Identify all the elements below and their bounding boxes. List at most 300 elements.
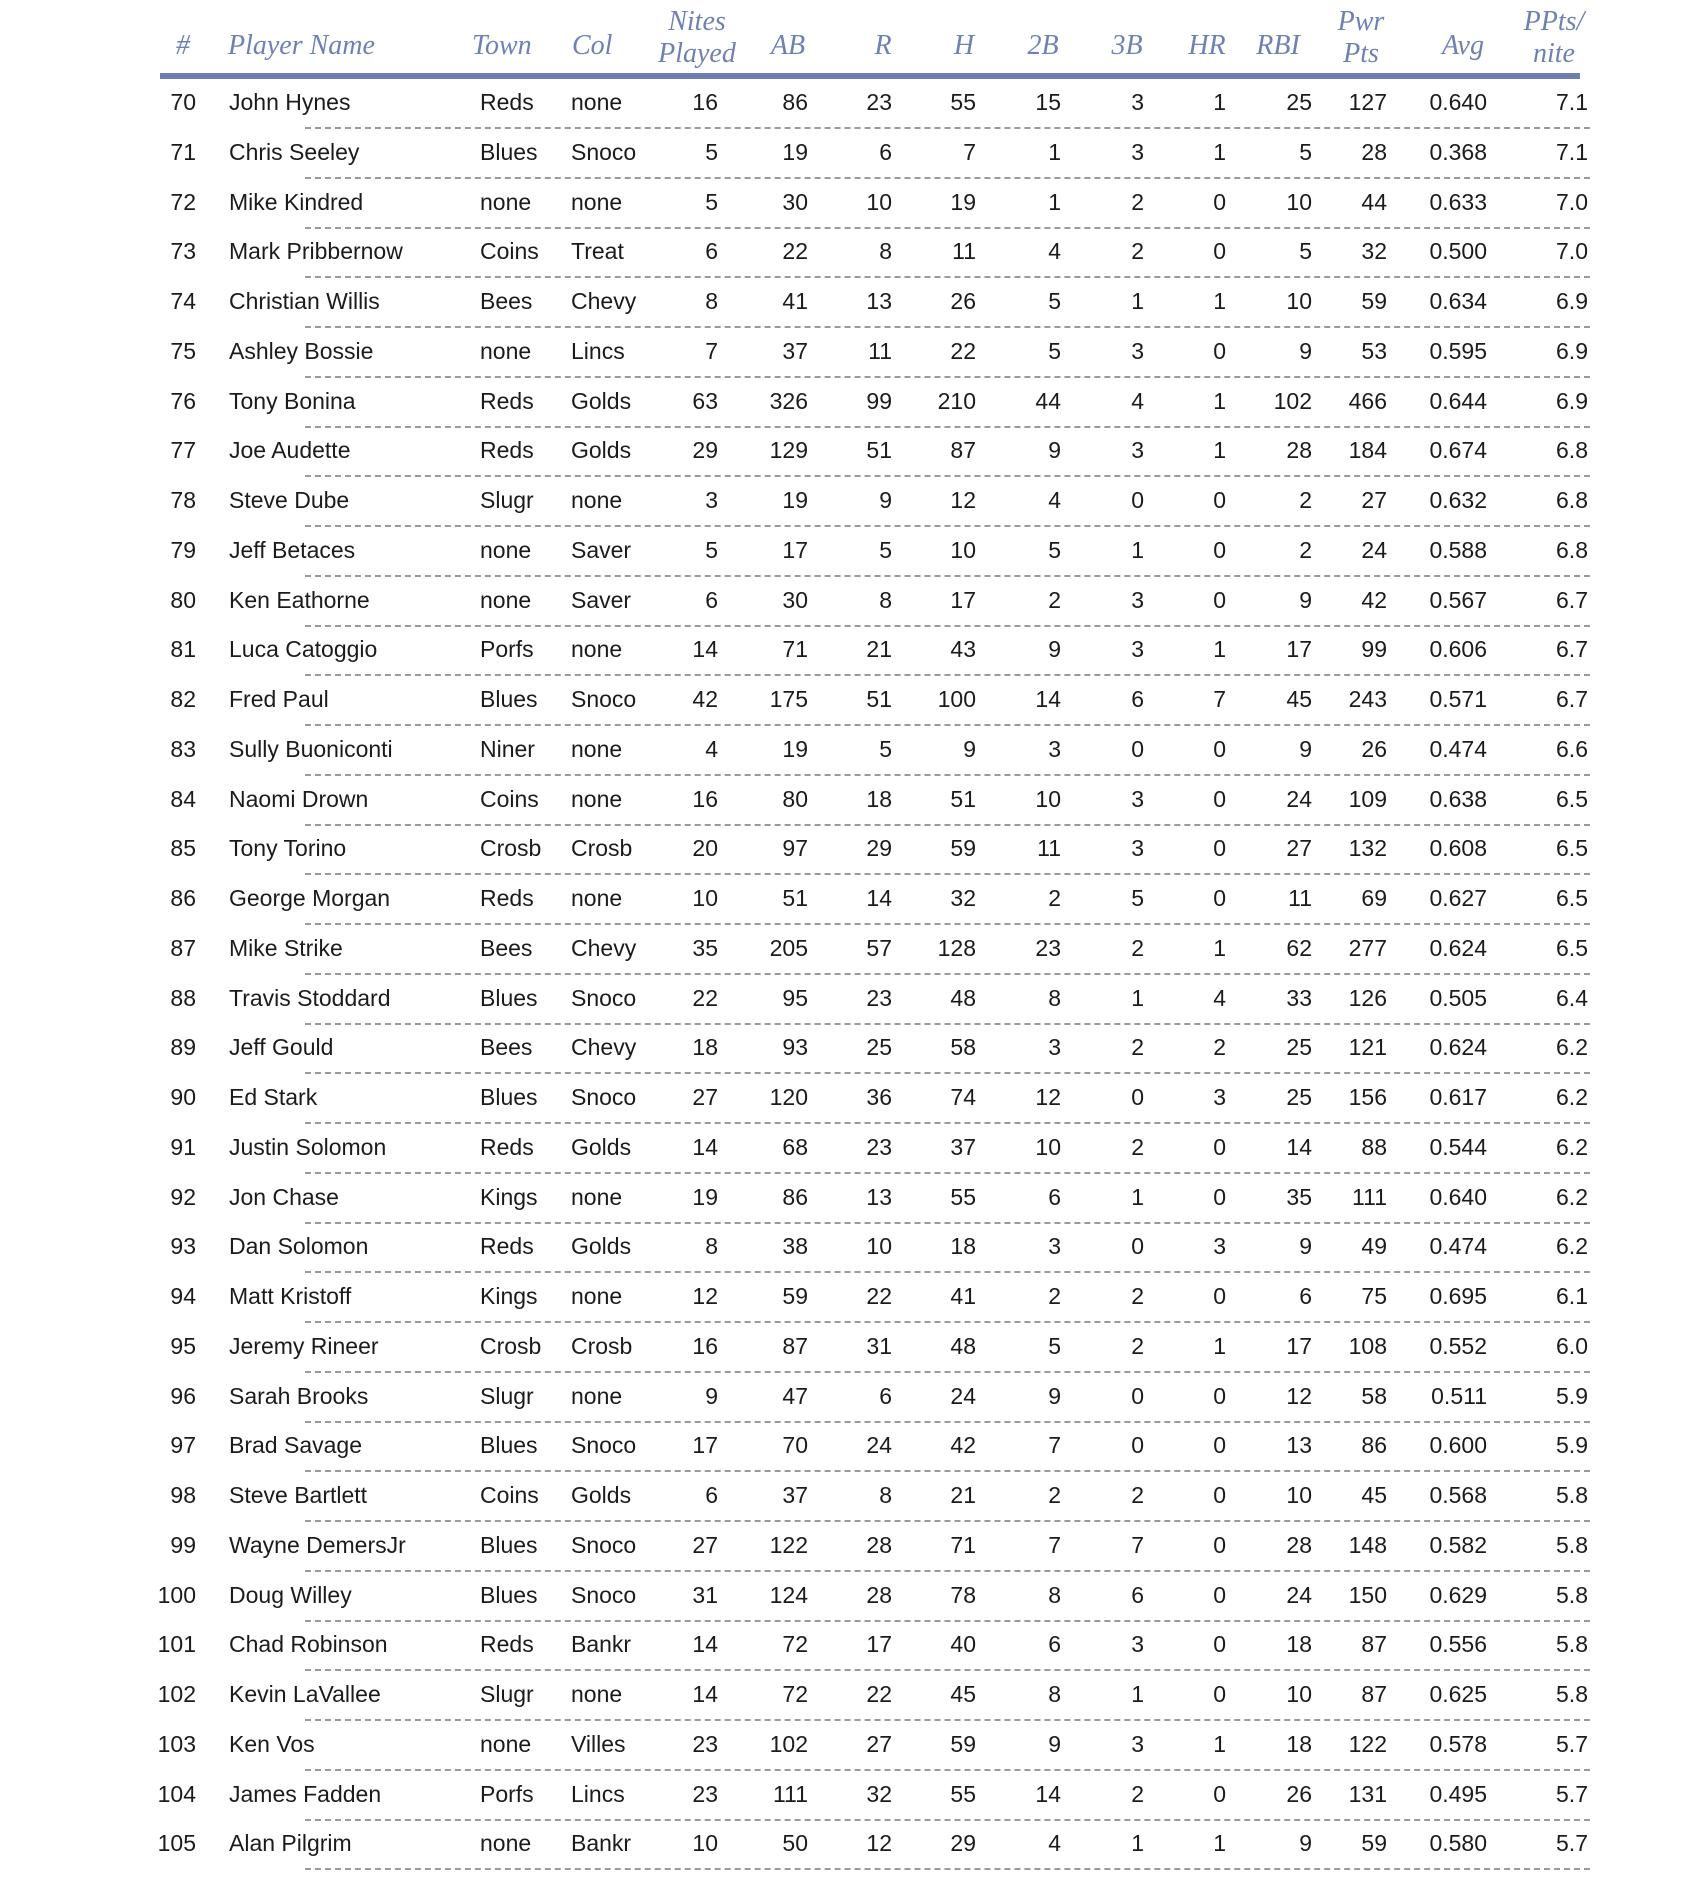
cell-r: 14 <box>866 885 892 911</box>
header-r: R <box>874 30 892 61</box>
cell-r: 17 <box>866 1631 892 1658</box>
cell-r: 8 <box>879 1482 892 1508</box>
cell-hr: 0 <box>1213 1631 1226 1658</box>
cell-3b: 1 <box>1131 1681 1144 1707</box>
cell-hr: 0 <box>1213 1482 1226 1508</box>
cell-col: Golds <box>571 1233 632 1260</box>
cell-avg: 0.695 <box>1429 1283 1487 1309</box>
cell-col: Crosb <box>571 835 633 862</box>
cell-r: 10 <box>866 1233 892 1260</box>
cell-hr: 1 <box>1213 288 1226 314</box>
cell-ppts: 6.9 <box>1556 387 1588 414</box>
cell-3b: 1 <box>1131 984 1144 1011</box>
cell-col: Snoco <box>571 686 637 712</box>
cell-ab: 37 <box>782 337 808 364</box>
cell-pwr: 69 <box>1361 885 1387 911</box>
cell-ab: 30 <box>782 188 808 215</box>
cell-avg: 0.640 <box>1429 89 1487 115</box>
cell-rbi: 6 <box>1299 1283 1312 1309</box>
cell-town: Reds <box>480 1233 534 1260</box>
cell-num: 97 <box>170 1432 196 1459</box>
cell-pwr: 126 <box>1348 984 1387 1011</box>
cell-avg: 0.552 <box>1429 1332 1487 1359</box>
row-divider <box>305 1570 1590 1572</box>
row-divider <box>305 724 1590 726</box>
cell-3b: 3 <box>1131 835 1144 862</box>
cell-col: Snoco <box>571 1581 637 1608</box>
row-divider <box>305 426 1590 428</box>
cell-rbi: 27 <box>1286 835 1312 862</box>
cell-nites: 16 <box>692 785 718 812</box>
cell-3b: 2 <box>1131 1283 1144 1309</box>
cell-col: none <box>571 636 623 663</box>
cell-ppts: 6.2 <box>1556 1084 1588 1110</box>
cell-num: 70 <box>170 89 196 115</box>
cell-nites: 5 <box>705 188 718 215</box>
row-divider <box>305 475 1590 477</box>
cell-ab: 50 <box>782 1830 808 1857</box>
cell-town: Bees <box>480 1034 533 1061</box>
cell-ppts: 5.8 <box>1556 1631 1588 1658</box>
cell-nites: 3 <box>705 487 718 513</box>
cell-3b: 2 <box>1131 238 1144 265</box>
cell-h: 59 <box>950 835 976 862</box>
cell-avg: 0.640 <box>1429 1183 1487 1210</box>
cell-name: Naomi Drown <box>229 785 369 812</box>
cell-ab: 87 <box>782 1332 808 1359</box>
cell-pwr: 24 <box>1361 536 1387 563</box>
table-row <box>0 1325 1700 1375</box>
cell-pwr: 87 <box>1361 1681 1387 1707</box>
cell-hr: 1 <box>1213 636 1226 663</box>
cell-nites: 16 <box>692 89 718 115</box>
cell-nites: 14 <box>692 1133 718 1160</box>
cell-nites: 6 <box>705 1482 718 1508</box>
cell-2b: 5 <box>1048 337 1061 364</box>
cell-town: Reds <box>480 437 534 464</box>
cell-3b: 3 <box>1131 586 1144 613</box>
cell-num: 87 <box>170 934 196 961</box>
cell-2b: 2 <box>1048 586 1061 613</box>
cell-hr: 2 <box>1213 1034 1226 1061</box>
cell-2b: 9 <box>1048 1382 1061 1409</box>
cell-avg: 0.595 <box>1429 337 1487 364</box>
cell-ppts: 7.1 <box>1556 89 1588 115</box>
cell-3b: 0 <box>1131 487 1144 513</box>
cell-rbi: 25 <box>1286 1034 1312 1061</box>
cell-nites: 5 <box>705 138 718 165</box>
cell-rbi: 28 <box>1286 1531 1312 1558</box>
cell-hr: 0 <box>1213 735 1226 762</box>
cell-3b: 5 <box>1131 885 1144 911</box>
cell-num: 74 <box>170 288 196 314</box>
cell-rbi: 10 <box>1286 288 1312 314</box>
cell-r: 23 <box>866 984 892 1011</box>
cell-col: none <box>571 1681 623 1707</box>
table-row <box>0 579 1700 629</box>
cell-nites: 22 <box>692 984 718 1011</box>
cell-ab: 86 <box>782 89 808 115</box>
cell-3b: 3 <box>1131 1631 1144 1658</box>
cell-nites: 6 <box>705 586 718 613</box>
cell-h: 87 <box>950 437 976 464</box>
cell-3b: 3 <box>1131 337 1144 364</box>
cell-nites: 17 <box>692 1432 718 1459</box>
table-row <box>0 1623 1700 1673</box>
header-nites-line1: Nites <box>668 6 726 37</box>
cell-2b: 9 <box>1048 437 1061 464</box>
cell-rbi: 102 <box>1273 387 1312 414</box>
cell-nites: 6 <box>705 238 718 265</box>
cell-h: 9 <box>963 735 976 762</box>
row-divider <box>305 1669 1590 1671</box>
cell-2b: 4 <box>1048 487 1061 513</box>
cell-num: 102 <box>157 1681 196 1707</box>
cell-hr: 1 <box>1213 1830 1226 1857</box>
cell-avg: 0.511 <box>1431 1382 1487 1409</box>
cell-ab: 122 <box>769 1531 808 1558</box>
cell-hr: 0 <box>1213 835 1226 862</box>
cell-pwr: 127 <box>1348 89 1387 115</box>
cell-h: 43 <box>950 636 976 663</box>
cell-ppts: 6.9 <box>1556 288 1588 314</box>
cell-ab: 38 <box>782 1233 808 1260</box>
cell-rbi: 28 <box>1286 437 1312 464</box>
cell-town: Porfs <box>480 1780 534 1807</box>
cell-3b: 1 <box>1131 536 1144 563</box>
cell-3b: 1 <box>1131 288 1144 314</box>
table-row <box>0 678 1700 728</box>
cell-rbi: 25 <box>1286 1084 1312 1110</box>
cell-ppts: 6.8 <box>1556 536 1588 563</box>
cell-h: 59 <box>950 1730 976 1757</box>
cell-col: none <box>571 487 623 513</box>
cell-h: 48 <box>950 984 976 1011</box>
cell-name: Luca Catoggio <box>229 636 378 663</box>
cell-2b: 2 <box>1048 1283 1061 1309</box>
cell-2b: 8 <box>1048 1581 1061 1608</box>
cell-hr: 0 <box>1213 1432 1226 1459</box>
cell-name: Chris Seeley <box>229 138 360 165</box>
cell-nites: 14 <box>692 636 718 663</box>
cell-rbi: 45 <box>1286 686 1312 712</box>
cell-3b: 0 <box>1131 1233 1144 1260</box>
cell-3b: 2 <box>1131 934 1144 961</box>
cell-avg: 0.624 <box>1429 1034 1487 1061</box>
cell-3b: 7 <box>1131 1531 1144 1558</box>
cell-avg: 0.500 <box>1429 238 1487 265</box>
table-row <box>0 131 1700 181</box>
cell-num: 88 <box>170 984 196 1011</box>
row-divider <box>305 575 1590 577</box>
cell-hr: 0 <box>1213 1183 1226 1210</box>
cell-2b: 3 <box>1048 735 1061 762</box>
cell-h: 37 <box>950 1133 976 1160</box>
cell-avg: 0.582 <box>1429 1531 1487 1558</box>
cell-hr: 1 <box>1213 1730 1226 1757</box>
cell-ab: 37 <box>782 1482 808 1508</box>
cell-num: 91 <box>170 1133 196 1160</box>
cell-2b: 10 <box>1035 1133 1061 1160</box>
cell-hr: 0 <box>1213 1382 1226 1409</box>
cell-h: 24 <box>950 1382 976 1409</box>
cell-ppts: 5.8 <box>1556 1531 1588 1558</box>
cell-pwr: 150 <box>1348 1581 1387 1608</box>
cell-rbi: 25 <box>1286 89 1312 115</box>
cell-name: Alan Pilgrim <box>229 1830 352 1857</box>
cell-r: 32 <box>866 1780 892 1807</box>
cell-rbi: 18 <box>1286 1730 1312 1757</box>
cell-avg: 0.674 <box>1429 437 1487 464</box>
cell-pwr: 86 <box>1361 1432 1387 1459</box>
cell-col: Saver <box>571 586 632 613</box>
table-row <box>0 1126 1700 1176</box>
cell-pwr: 53 <box>1361 337 1387 364</box>
cell-col: Villes <box>571 1730 626 1757</box>
cell-h: 48 <box>950 1332 976 1359</box>
row-divider <box>305 824 1590 826</box>
cell-2b: 3 <box>1048 1233 1061 1260</box>
cell-col: Lincs <box>571 1780 625 1807</box>
cell-r: 5 <box>879 536 892 563</box>
cell-col: Chevy <box>571 1034 637 1061</box>
cell-h: 10 <box>950 536 976 563</box>
cell-2b: 1 <box>1048 188 1061 215</box>
cell-hr: 0 <box>1213 536 1226 563</box>
cell-town: none <box>480 536 532 563</box>
cell-h: 26 <box>950 288 976 314</box>
cell-2b: 4 <box>1048 238 1061 265</box>
cell-col: none <box>571 885 623 911</box>
cell-ab: 59 <box>782 1283 808 1309</box>
cell-ab: 19 <box>782 487 808 513</box>
cell-num: 73 <box>170 238 196 265</box>
cell-nites: 9 <box>705 1382 718 1409</box>
cell-avg: 0.644 <box>1429 387 1487 414</box>
cell-2b: 23 <box>1035 934 1061 961</box>
cell-r: 12 <box>866 1830 892 1857</box>
cell-town: Reds <box>480 885 534 911</box>
cell-r: 8 <box>879 238 892 265</box>
cell-nites: 19 <box>692 1183 718 1210</box>
cell-num: 72 <box>170 188 196 215</box>
cell-hr: 0 <box>1213 487 1226 513</box>
cell-avg: 0.505 <box>1429 984 1487 1011</box>
cell-h: 7 <box>963 138 976 165</box>
header-3b: 3B <box>1111 30 1143 61</box>
row-divider <box>305 1271 1590 1273</box>
cell-town: Blues <box>480 1084 538 1110</box>
row-divider <box>305 1122 1590 1124</box>
table-row <box>0 628 1700 678</box>
cell-r: 31 <box>866 1332 892 1359</box>
cell-avg: 0.588 <box>1429 536 1487 563</box>
table-row <box>0 330 1700 380</box>
cell-num: 104 <box>157 1780 196 1807</box>
header-pwr-line2: Pts <box>1343 38 1379 69</box>
cell-hr: 1 <box>1213 437 1226 464</box>
cell-pwr: 42 <box>1361 586 1387 613</box>
cell-num: 85 <box>170 835 196 862</box>
table-row <box>0 479 1700 529</box>
cell-pwr: 58 <box>1361 1382 1387 1409</box>
cell-avg: 0.617 <box>1429 1084 1487 1110</box>
row-divider <box>305 177 1590 179</box>
row-divider <box>305 525 1590 527</box>
cell-avg: 0.568 <box>1429 1482 1487 1508</box>
table-row <box>0 1176 1700 1226</box>
cell-ab: 19 <box>782 735 808 762</box>
cell-hr: 3 <box>1213 1084 1226 1110</box>
cell-ab: 93 <box>782 1034 808 1061</box>
cell-h: 42 <box>950 1432 976 1459</box>
cell-pwr: 122 <box>1348 1730 1387 1757</box>
cell-2b: 7 <box>1048 1531 1061 1558</box>
table-row <box>0 181 1700 231</box>
cell-hr: 1 <box>1213 387 1226 414</box>
cell-name: Dan Solomon <box>229 1233 369 1260</box>
cell-h: 55 <box>950 1780 976 1807</box>
cell-town: Reds <box>480 1133 534 1160</box>
cell-town: Niner <box>480 735 535 762</box>
cell-col: none <box>571 1283 623 1309</box>
cell-pwr: 466 <box>1348 387 1387 414</box>
cell-hr: 0 <box>1213 1581 1226 1608</box>
cell-r: 28 <box>866 1531 892 1558</box>
cell-rbi: 17 <box>1286 636 1312 663</box>
cell-name: Chad Robinson <box>229 1631 388 1658</box>
cell-town: none <box>480 1830 532 1857</box>
cell-ab: 47 <box>782 1382 808 1409</box>
cell-num: 95 <box>170 1332 196 1359</box>
cell-ab: 205 <box>769 934 808 961</box>
cell-r: 23 <box>866 89 892 115</box>
cell-r: 9 <box>879 487 892 513</box>
cell-name: Tony Torino <box>229 835 347 862</box>
cell-rbi: 5 <box>1299 138 1312 165</box>
cell-town: Blues <box>480 686 538 712</box>
cell-ppts: 6.7 <box>1556 686 1588 712</box>
cell-avg: 0.474 <box>1429 735 1487 762</box>
cell-nites: 10 <box>692 1830 718 1857</box>
cell-avg: 0.600 <box>1429 1432 1487 1459</box>
cell-hr: 0 <box>1213 1780 1226 1807</box>
row-divider <box>305 1023 1590 1025</box>
cell-town: none <box>480 586 532 613</box>
cell-h: 12 <box>950 487 976 513</box>
cell-r: 25 <box>866 1034 892 1061</box>
cell-col: Snoco <box>571 1432 637 1459</box>
cell-hr: 0 <box>1213 238 1226 265</box>
row-divider <box>305 276 1590 278</box>
cell-col: Golds <box>571 1482 632 1508</box>
cell-town: Blues <box>480 984 538 1011</box>
cell-3b: 0 <box>1131 1382 1144 1409</box>
cell-h: 58 <box>950 1034 976 1061</box>
cell-nites: 14 <box>692 1681 718 1707</box>
cell-num: 90 <box>170 1084 196 1110</box>
cell-r: 36 <box>866 1084 892 1110</box>
cell-avg: 0.580 <box>1429 1830 1487 1857</box>
table-row <box>0 1574 1700 1624</box>
cell-rbi: 35 <box>1286 1183 1312 1210</box>
cell-pwr: 132 <box>1348 835 1387 862</box>
cell-nites: 29 <box>692 437 718 464</box>
cell-col: Treat <box>571 238 624 265</box>
cell-nites: 23 <box>692 1780 718 1807</box>
cell-ppts: 5.7 <box>1556 1730 1588 1757</box>
cell-town: Slugr <box>480 1382 534 1409</box>
cell-hr: 1 <box>1213 138 1226 165</box>
header-hr: HR <box>1188 30 1226 61</box>
row-divider <box>305 774 1590 776</box>
cell-rbi: 26 <box>1286 1780 1312 1807</box>
table-row <box>0 1474 1700 1524</box>
cell-rbi: 33 <box>1286 984 1312 1011</box>
cell-r: 29 <box>866 835 892 862</box>
cell-name: Jon Chase <box>229 1183 339 1210</box>
cell-hr: 0 <box>1213 1133 1226 1160</box>
cell-ab: 124 <box>769 1581 808 1608</box>
cell-pwr: 75 <box>1361 1283 1387 1309</box>
cell-pwr: 243 <box>1348 686 1387 712</box>
cell-rbi: 9 <box>1299 1830 1312 1857</box>
cell-num: 77 <box>170 437 196 464</box>
cell-nites: 63 <box>692 387 718 414</box>
cell-town: none <box>480 337 532 364</box>
cell-r: 28 <box>866 1581 892 1608</box>
cell-town: Bees <box>480 288 533 314</box>
row-divider <box>305 1470 1590 1472</box>
cell-town: Blues <box>480 138 538 165</box>
table-row <box>0 429 1700 479</box>
cell-ppts: 6.7 <box>1556 586 1588 613</box>
cell-3b: 2 <box>1131 1133 1144 1160</box>
cell-rbi: 11 <box>1288 885 1312 911</box>
cell-town: Reds <box>480 387 534 414</box>
cell-town: Bees <box>480 934 533 961</box>
row-divider <box>305 873 1590 875</box>
cell-r: 5 <box>879 735 892 762</box>
header-name: Player Name <box>228 30 375 61</box>
header-ab: AB <box>770 30 806 61</box>
cell-h: 51 <box>950 785 976 812</box>
cell-2b: 7 <box>1048 1432 1061 1459</box>
cell-avg: 0.633 <box>1429 188 1487 215</box>
table-row <box>0 81 1700 131</box>
cell-name: Ashley Bossie <box>229 337 374 364</box>
cell-ppts: 6.5 <box>1556 934 1588 961</box>
cell-r: 27 <box>866 1730 892 1757</box>
cell-col: Golds <box>571 437 632 464</box>
row-divider <box>305 326 1590 328</box>
cell-rbi: 9 <box>1299 337 1312 364</box>
cell-pwr: 27 <box>1361 487 1387 513</box>
cell-num: 99 <box>170 1531 196 1558</box>
cell-name: Steve Bartlett <box>229 1482 368 1508</box>
cell-name: Justin Solomon <box>229 1133 387 1160</box>
cell-3b: 1 <box>1131 1183 1144 1210</box>
cell-num: 81 <box>170 636 196 663</box>
cell-col: Snoco <box>571 1084 637 1110</box>
cell-pwr: 49 <box>1361 1233 1387 1260</box>
cell-h: 32 <box>950 885 976 911</box>
table-row <box>0 1424 1700 1474</box>
cell-ppts: 6.8 <box>1556 437 1588 464</box>
cell-name: George Morgan <box>229 885 391 911</box>
cell-r: 57 <box>866 934 892 961</box>
cell-2b: 44 <box>1035 387 1061 414</box>
